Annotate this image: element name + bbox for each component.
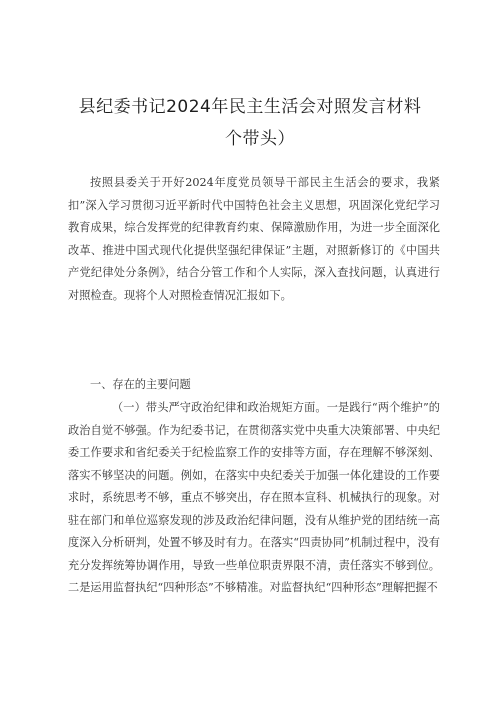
document-title: 县纪委书记2024年民主生活会对照发言材料 — [78, 97, 422, 117]
section-heading: 一、存在的主要问题 — [90, 378, 191, 391]
section-paragraph: （一）带头严守政治纪律和政治规矩方面。一是践行“两个维护”的政治自觉不够强。作为纪委书记，在贯彻落实党中央重大决策部署、中央纪委工作要求和省纪委关于纪检监察工作的安排等方面，存在理解不够深刻、落实不够坚决的问题。例如，在落实中央纪委关于加强一体化建设的工作要求时，系统思考不够，重点不够突出，存在照本宣科、机械执行的现象。对驻在部门和单位巡察发现的涉及政治纪律问题，没有从维护党的团结统一高度深入分析研判，处置不够及时有力。在落实“四责协同”机制过程中，没有充分发挥统筹协调作用，导致一些单位职责界限不清，责任落实不够到位。二是运用监督执纪“四种形态”不够精准。对监督执纪“四种形态”理解把握不 — [68, 401, 440, 594]
intro-paragraph: 按照县委关于开好2024年度党员领导干部民主生活会的要求，我紧扣”深入学习贯彻习近平新时代中国特色社会主义思想，巩固深化党纪学习教育成果，综合发挥党的纪律教育约束、保障激励作用，为进一步全面深化改革、推进中国式现代化提供坚强纪律保证”主题，对照新修订的《中国共产党纪律处分条例》，结合分管工作和个人实际，深入查找问题，认真进行对照检查。现将个人对照检查情况汇报如下。 — [68, 176, 440, 302]
document-title-continuation: 个带头） — [225, 129, 295, 149]
